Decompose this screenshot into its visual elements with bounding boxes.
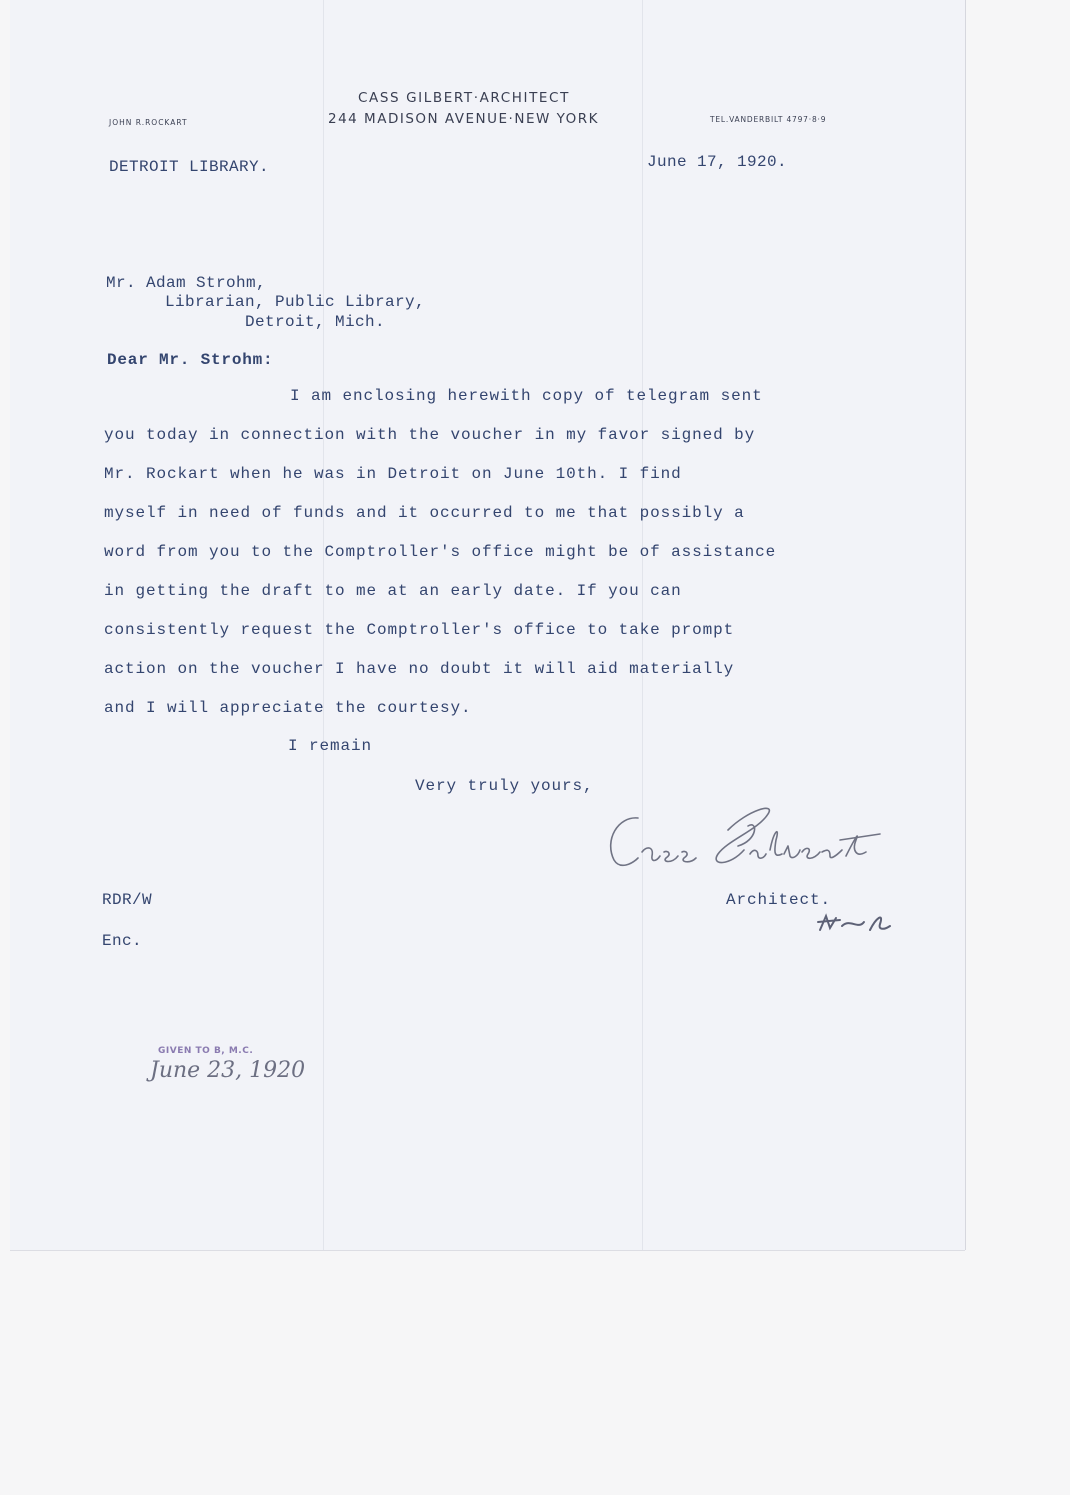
salutation: Dear Mr. Strohm:: [107, 351, 274, 369]
handwritten-signature: [598, 800, 898, 880]
handwritten-date: June 23, 1920: [150, 1058, 306, 1083]
body-line: you today in connection with the voucher in my favor signed by: [104, 426, 756, 444]
handwritten-initials: [814, 910, 894, 938]
body-line: consistently request the Comptroller's office to take prompt: [104, 621, 735, 639]
signer-title: Architect.: [726, 891, 832, 909]
body-line: I am enclosing herewith copy of telegram sent: [290, 387, 763, 405]
body-line: in getting the draft to me at an early date. If you can: [104, 582, 682, 600]
received-stamp: GIVEN TO B, M.C.: [158, 1046, 254, 1056]
closing-remain: I remain: [288, 737, 373, 755]
letterhead-telephone: TEL.VANDERBILT 4797·8·9: [710, 115, 827, 124]
closing-valediction: Very truly yours,: [415, 777, 594, 795]
file-label: DETROIT LIBRARY.: [109, 158, 270, 176]
body-line: word from you to the Comptroller's office might be of assistance: [104, 543, 777, 561]
letterhead-firm: CASS GILBERT·ARCHITECT: [358, 90, 570, 106]
letter-sheet: [10, 0, 965, 1250]
enclosure-note: Enc.: [102, 932, 143, 950]
body-line: Mr. Rockart when he was in Detroit on June 10th. I find: [104, 465, 682, 483]
recipient-title: Librarian, Public Library,: [165, 293, 426, 311]
body-line: myself in need of funds and it occurred to me that possibly a: [104, 504, 745, 522]
reference-initials: RDR/W: [102, 891, 153, 909]
letter-date: June 17, 1920.: [647, 153, 788, 171]
recipient-name: Mr. Adam Strohm,: [106, 274, 267, 292]
recipient-city: Detroit, Mich.: [245, 313, 386, 331]
letterhead-address: 244 MADISON AVENUE·NEW YORK: [328, 111, 599, 127]
body-line: and I will appreciate the courtesy.: [104, 699, 472, 717]
body-line: action on the voucher I have no doubt it will aid materially: [104, 660, 735, 678]
letterhead-left-name: JOHN R.ROCKART: [109, 118, 188, 127]
